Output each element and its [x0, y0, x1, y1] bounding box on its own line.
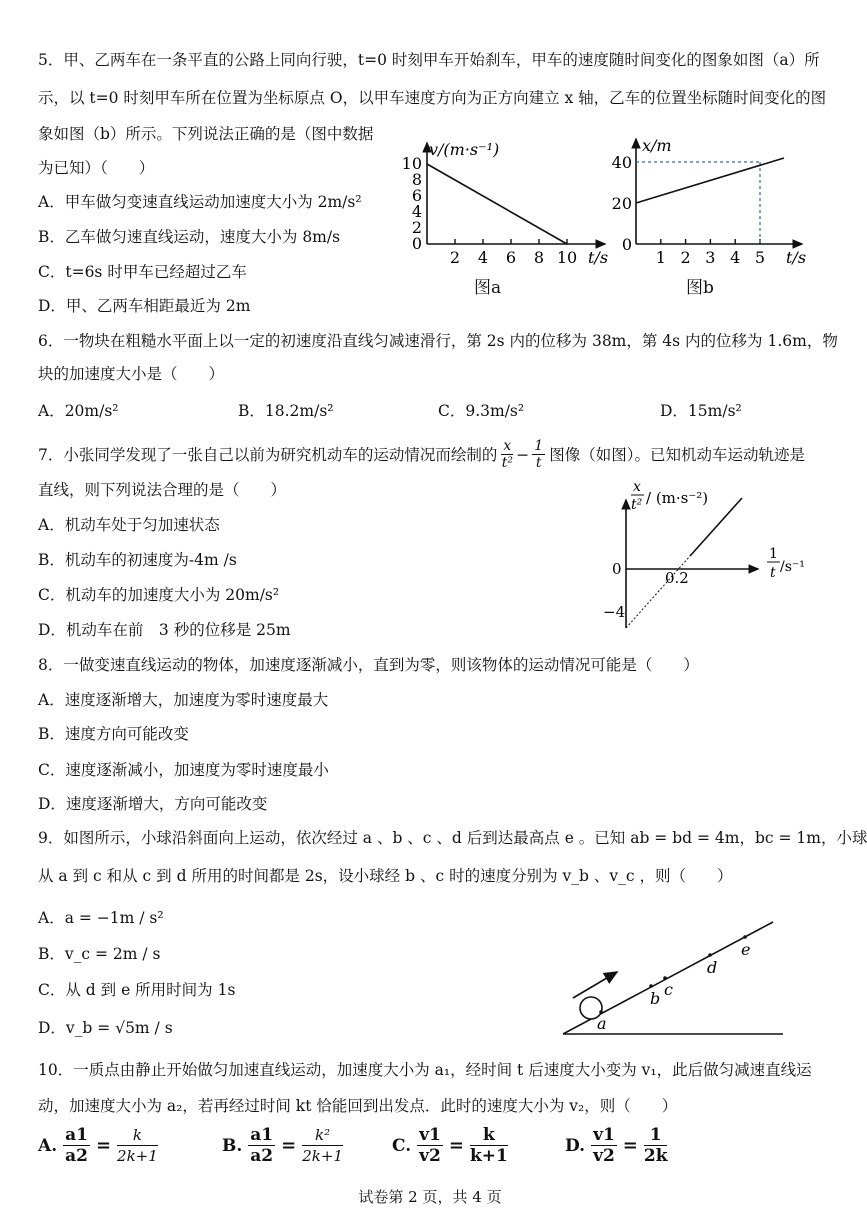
figa-ytick-label: 6 — [411, 186, 422, 205]
figa-xtick-label: 8 — [533, 248, 545, 267]
q7-option-d: D．机动车在前 3 秒的位移是 25m — [38, 621, 291, 639]
figb-xtick-label: 5 — [754, 248, 766, 267]
q5-line2: 示，以 t=0 时刻甲车所在位置为坐标原点 O，以甲车速度方向为正方向建立 x 轴，乙车的位置坐标随时间变化的图 — [38, 89, 827, 107]
q6-line1: 6．一物块在粗糙水平面上以一定的初速度沿直线匀减速滑行，第 2s 内的位移为 38m，第 4s 内的位移为 1.6m，物 — [38, 332, 838, 350]
q5-option-d: D．甲、乙两车相距最近为 2m — [38, 297, 251, 315]
q10-b-rhs-den: 2k+1 — [302, 1147, 343, 1165]
page-footer: 试卷第 2 页，共 4 页 — [358, 1188, 502, 1206]
q7-option-b: B．机动车的初速度为-4m /s — [38, 551, 237, 569]
q5-option-b: B．乙车做匀速直线运动，速度大小为 8m/s — [38, 228, 341, 246]
q8-option-b: B．速度方向可能改变 — [38, 725, 189, 743]
q9-line2: 从 a 到 c 和从 c 到 d 所用的时间都是 2s，设小球经 b 、c 时的速度分别为 v_b 、v_c ，则（ ） — [38, 867, 733, 885]
q10-option-b: B. $\frac{a1}{a2}$ = $\frac{\text{k²}}{2k+1}$ — [222, 1125, 343, 1166]
figb-caption: 图b — [686, 278, 714, 298]
q10-c-rhs-den: k+1 — [469, 1146, 508, 1166]
figb-xtick-label: 2 — [680, 248, 691, 267]
q10-b-lhs-num: a1 — [250, 1125, 274, 1145]
q9-line1: 9．如图所示，小球沿斜面向上运动，依次经过 a 、b 、c 、d 后到达最高点 e 。已知 ab = bd = 4m，bc = 1m，小球 — [38, 829, 867, 847]
q7-line1 — [38, 438, 805, 471]
q5-figure-a — [390, 133, 620, 298]
q10-a-lhs-num: a1 — [65, 1125, 88, 1145]
q10-b-lhs-den: a2 — [250, 1146, 274, 1166]
q7-option-a: A．机动车处于匀加速状态 — [38, 516, 220, 534]
q10-a-rhs-den: 2k+1 — [117, 1147, 158, 1165]
q5-line4: 为已知）（ ） — [38, 159, 155, 177]
q9-point-a: a — [597, 1014, 607, 1033]
q8-option-c: C．速度逐渐减小，加速度为零时速度最小 — [38, 761, 329, 779]
q10-line2: 动，加速度大小为 a₂，若再经过时间 kt 恰能回到出发点．此时的速度大小为 v₂，则（ ） — [38, 1097, 678, 1115]
figb-xtick-label: 4 — [730, 248, 741, 267]
q7-fig-ylabel-num: x — [633, 479, 641, 495]
q9-point-d: d — [707, 958, 718, 977]
figa-ylabel: v/(m·s⁻¹) — [429, 140, 500, 159]
q7-minus: − — [516, 445, 530, 464]
figa-xlabel: t/s — [588, 248, 609, 267]
figb-ytick-label: 40 — [611, 153, 632, 172]
q7-frac1-num: x — [503, 438, 512, 454]
q10-option-d: D. $\frac{v1}{v2}$ = $\frac{1}{2k}$ — [565, 1125, 668, 1166]
q10-d-rhs-den: 2k — [643, 1146, 668, 1166]
q7-fig-xlabel-unit: /s⁻¹ — [780, 559, 805, 575]
q7-fig-yint: −4 — [603, 603, 626, 621]
q7-frac2-num: 1 — [534, 438, 544, 454]
q7-line1-text-b: 图像（如图）。已知机动车运动轨迹是 — [549, 445, 805, 464]
q6-option-c: C．9.3m/s² — [438, 402, 525, 420]
figb-position-line — [636, 158, 784, 203]
figb-ytick-label: 0 — [621, 235, 632, 254]
q8-option-a: A．速度逐渐增大，加速度为零时速度最大 — [38, 691, 329, 709]
q10-option-c: C. $\frac{v1}{v2}$ = $\frac{k}{k+1}$ — [392, 1125, 508, 1166]
q9-option-a: A．a = −1m / s² — [38, 909, 164, 927]
figa-ytick-label: 8 — [411, 170, 422, 189]
q7-line1-text-a: 7．小张同学发现了一张自己以前为研究机动车的运动情况而绘制的 — [38, 445, 498, 464]
q9-point-b: b — [650, 989, 661, 1008]
q7-line2: 直线，则下列说法合理的是（ ） — [38, 481, 287, 499]
figa-xtick-label: 6 — [505, 248, 517, 267]
q7-figure — [600, 478, 830, 638]
q7-fig-xlabel-den: t — [770, 565, 776, 581]
q7-fig-ylabel-den: t² — [631, 497, 643, 513]
q7-frac1-den: t² — [501, 455, 513, 471]
q6-line2: 块的加速度大小是（ ） — [38, 365, 225, 383]
q10-d-lhs-den: v2 — [593, 1146, 615, 1166]
q9-option-b: B．v_c = 2m / s — [38, 945, 161, 963]
q5-line3: 象如图（b）所示。下列说法正确的是（图中数据 — [38, 125, 374, 143]
q7-fig-xlabel-num: 1 — [769, 546, 778, 562]
q9-option-d: D．v_b = √5m / s — [38, 1019, 173, 1037]
q9-point-c: c — [664, 980, 673, 999]
q6-option-b: B．18.2m/s² — [238, 402, 334, 420]
q7-fig-dashed-segment — [626, 556, 690, 628]
q10-a-lhs-den: a2 — [65, 1146, 88, 1166]
q10-option-c-label: C. — [392, 1135, 412, 1156]
figa-ytick-label: 10 — [401, 154, 422, 173]
figa-ytick-label: 2 — [411, 218, 422, 237]
q10-c-rhs-num: k — [470, 1125, 508, 1146]
figa-caption: 图a — [474, 278, 502, 298]
figa-xtick-label: 4 — [477, 248, 489, 267]
q7-fig-ylabel-unit: / (m·s⁻²) — [646, 489, 709, 507]
figa-xtick-label: 10 — [556, 248, 578, 267]
q10-c-lhs-den: v2 — [419, 1146, 441, 1166]
figa-velocity-line — [427, 164, 567, 244]
q10-b-rhs-num: k² — [302, 1125, 343, 1146]
figb-ylabel: x/m — [642, 136, 672, 155]
figa-xtick-label: 2 — [449, 248, 461, 267]
q10-option-d-label: D. — [565, 1135, 586, 1156]
q9-option-c: C．从 d 到 e 所用时间为 1s — [38, 981, 236, 999]
q7-fig-xint: 0.2 — [665, 569, 689, 587]
q6-option-a: A．20m/s² — [38, 402, 119, 420]
q8-line1: 8．一做变速直线运动的物体，加速度逐渐减小，直到为零，则该物体的运动情况可能是（ ） — [38, 656, 699, 674]
q5-line1: 5．甲、乙两车在一条平直的公路上同向行驶，t=0 时刻甲车开始刹车，甲车的速度随时间变化的图象如图（a）所 — [38, 51, 820, 69]
q9-motion-arrow — [573, 972, 617, 998]
q10-d-lhs-num: v1 — [593, 1125, 615, 1145]
figa-ytick-label: 0 — [411, 234, 422, 253]
q9-incline-figure — [555, 918, 790, 1040]
q7-frac2-den: t — [535, 455, 542, 471]
q5-option-c: C．t=6s 时甲车已经超过乙车 — [38, 263, 247, 281]
figa-ytick-label: 4 — [411, 202, 422, 221]
q6-option-d: D．15m/s² — [660, 402, 742, 420]
q10-option-b-label: B. — [222, 1135, 243, 1156]
q8-option-d: D．速度逐渐增大，方向可能改变 — [38, 795, 268, 813]
q10-option-a: A. $\frac{a1}{a2}$ = $\frac{k}{2k+1}$ — [38, 1125, 158, 1166]
figb-ytick-label: 20 — [611, 194, 632, 213]
q10-c-lhs-num: v1 — [419, 1125, 441, 1145]
q7-option-c: C．机动车的加速度大小为 20m/s² — [38, 586, 280, 604]
q10-d-rhs-num: 1 — [644, 1125, 668, 1146]
q10-option-a-label: A. — [38, 1135, 58, 1156]
q5-figure-b — [611, 133, 814, 298]
q5-option-a: A．甲车做匀变速直线运动加速度大小为 2m/s² — [38, 193, 362, 211]
q9-point-e: e — [741, 940, 751, 959]
figb-xtick-label: 1 — [655, 248, 666, 267]
figb-xtick-label: 3 — [705, 248, 716, 267]
q10-a-rhs-num: k — [117, 1125, 158, 1146]
q10-line1: 10．一质点由静止开始做匀加速直线运动，加速度大小为 a₁，经时间 t 后速度大小变为 v₁，此后做匀减速直线运 — [38, 1061, 812, 1079]
figb-xlabel: t/s — [786, 248, 807, 267]
q7-fig-origin: 0 — [612, 560, 622, 578]
